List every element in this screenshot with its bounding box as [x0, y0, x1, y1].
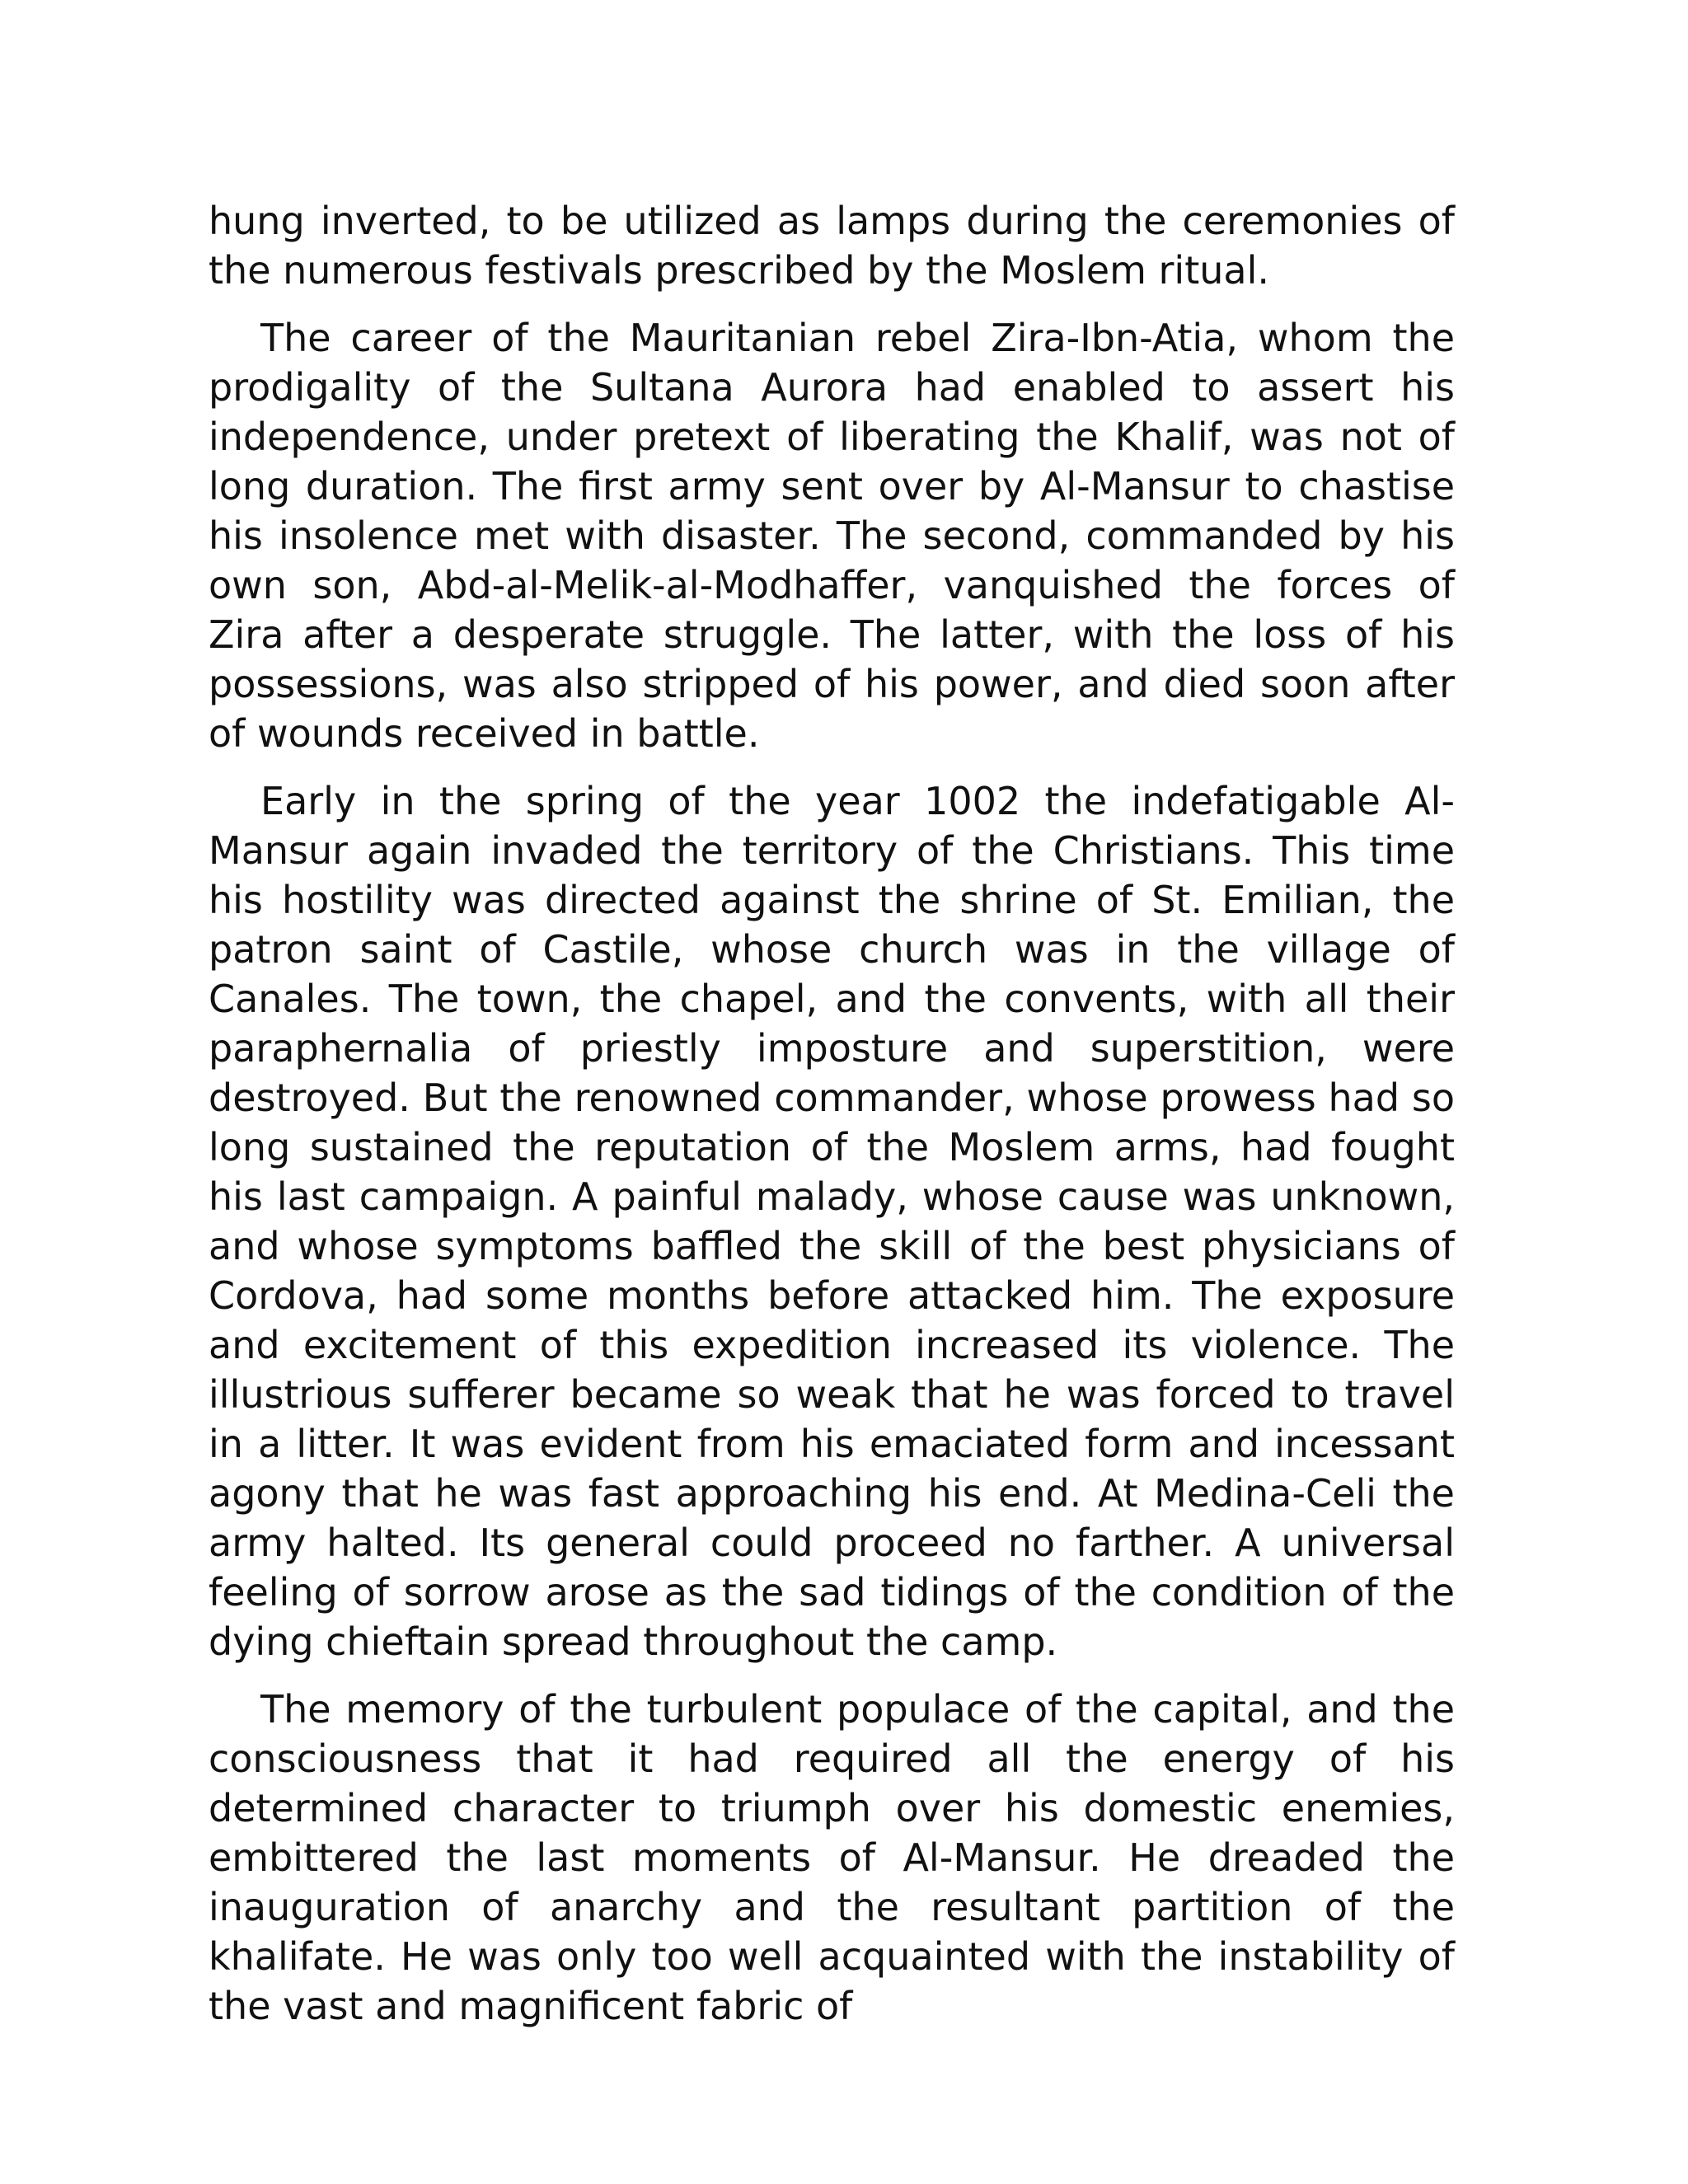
body-text	[209, 196, 1455, 2049]
paragraph-zira-rebellion: The career of the Mauritanian rebel Zira-Ibn-Atia, whom the prodigality of the Sultana Aurora had enabled to assert his independence, under pretext of liberating the Khalif, was not of long duration. The first army sent over by Al-Mansur to chastise his insolence met with disaster. The second, commanded by his own son, Abd-al-Melik-al-Modhaffer, vanquished the forces of Zira after a desperate struggle. The latter, with the loss of his possessions, was also stripped of his power, and died soon after of wounds received in battle.	[209, 316, 1455, 756]
paragraph-continued: hung inverted, to be utilized as lamps during the ceremonies of the numerous festivals prescribed by the Moslem ritual.	[209, 199, 1455, 293]
paragraph-last-moments: The memory of the turbulent populace of the capital, and the consciousness that it had required all the energy of his determined character to triumph over his domestic enemies, embittered the last moments of Al-Mansur. He dreaded the inauguration of anarchy and the resultant partition of the khalifate. He was only too well acquainted with the instability of the vast and magnificent fabric of	[209, 1687, 1455, 2028]
paragraph-last-campaign: Early in the spring of the year 1002 the indefatigable Al-Mansur again invaded the territory of the Christians. This time his hostility was directed against the shrine of St. Emilian, the patron saint of Castile, whose church was in the village of Canales. The town, the chapel, and the convents, with all their paraphernalia of priestly imposture and superstition, were destroyed. But the renowned commander, whose prowess had so long sustained the reputation of the Moslem arms, had fought his last campaign. A painful malady, whose cause was unknown, and whose symptoms baffled the skill of the best physicians of Cordova, had some months before attacked him. The exposure and excitement of this expedition increased its violence. The illustrious sufferer became so weak that he was forced to travel in a litter. It was evident from his emaciated form and incessant agony that he was fast approaching his end. At Medina-Celi the army halted. Its general could proceed no farther. A universal feeling of sorrow arose as the sad tidings of the condition of the dying chieftain spread throughout the camp.	[209, 779, 1455, 1664]
